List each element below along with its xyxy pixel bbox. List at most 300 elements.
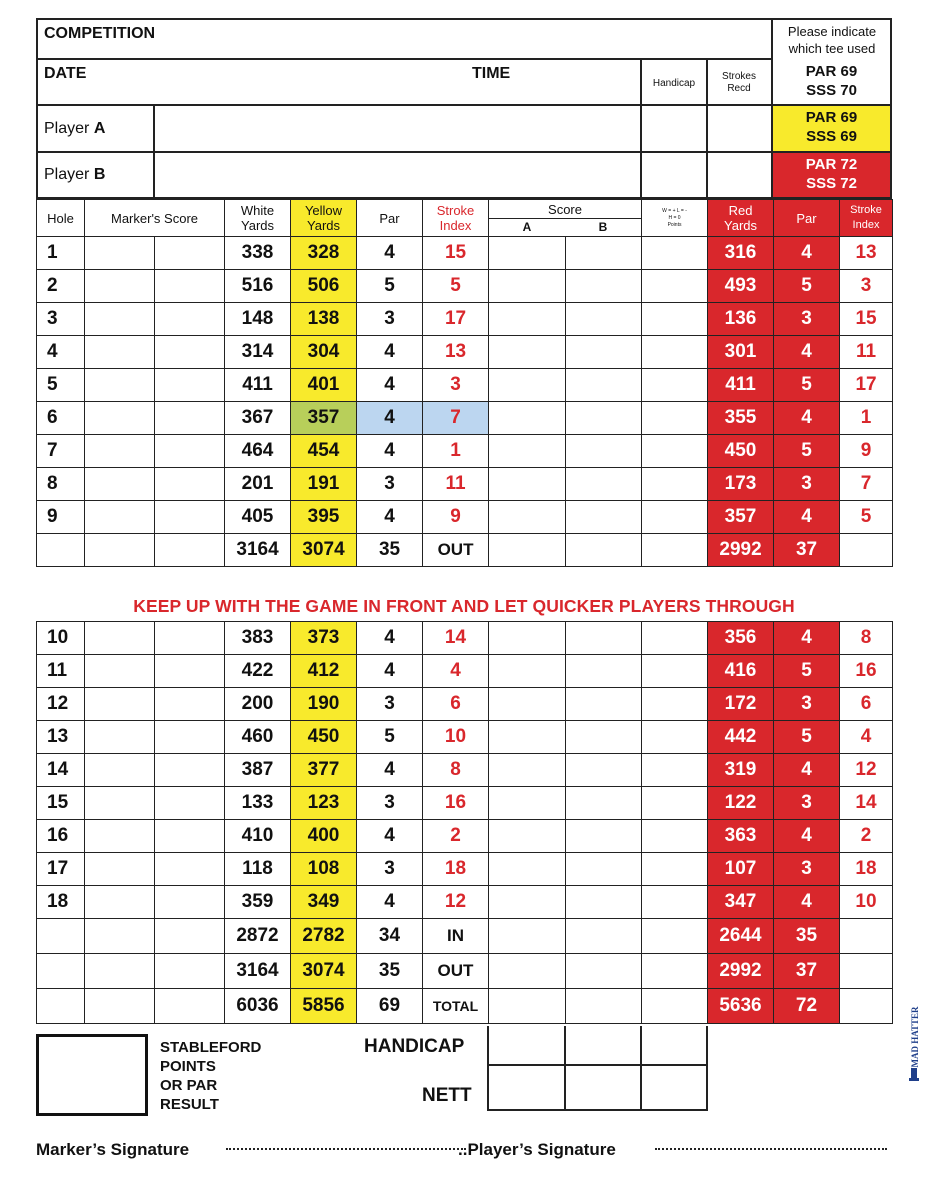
- points-cell[interactable]: [642, 270, 708, 303]
- score-a-cell[interactable]: [489, 303, 566, 336]
- red-yards: 450: [708, 435, 774, 468]
- stroke-index: 1: [423, 435, 489, 468]
- score-a-cell[interactable]: [489, 501, 566, 534]
- score-a-cell[interactable]: [489, 336, 566, 369]
- par: 4: [357, 886, 423, 919]
- yellow-yards: 349: [291, 886, 357, 919]
- score-b-cell[interactable]: [566, 688, 642, 721]
- total-red-par: 35: [774, 919, 840, 954]
- hole-row: [37, 721, 893, 754]
- marker-score-b-cell[interactable]: [155, 820, 225, 853]
- hole-row: [37, 501, 893, 534]
- hole-number: 8: [37, 468, 85, 501]
- score-a-cell[interactable]: [489, 688, 566, 721]
- red-par: 5: [774, 369, 840, 402]
- score-b-cell[interactable]: [566, 886, 642, 919]
- score-a-cell[interactable]: [489, 369, 566, 402]
- points-cell[interactable]: [642, 336, 708, 369]
- marker-score-a-cell[interactable]: [85, 501, 155, 534]
- stroke-index: 7: [423, 402, 489, 435]
- white-yards: 411: [225, 369, 291, 402]
- yellow-yards: 108: [291, 853, 357, 886]
- red-par: 3: [774, 853, 840, 886]
- white-yards: 460: [225, 721, 291, 754]
- out-white-total: 3164: [225, 534, 291, 567]
- marker-score-b-cell[interactable]: [155, 622, 225, 655]
- total-yellow-yards: 2782: [291, 919, 357, 954]
- hole-row: [37, 402, 893, 435]
- yellow-yards: 373: [291, 622, 357, 655]
- white-yards: 200: [225, 688, 291, 721]
- par: 3: [357, 787, 423, 820]
- stroke-index: 9: [423, 501, 489, 534]
- total-row: [37, 919, 893, 954]
- red-par: 5: [774, 655, 840, 688]
- hole-row: [37, 622, 893, 655]
- out-total-row: [37, 534, 893, 567]
- total-score-b-cell[interactable]: [566, 919, 642, 954]
- red-par: 3: [774, 787, 840, 820]
- red-yards: 301: [708, 336, 774, 369]
- red-stroke-index: 10: [840, 886, 893, 919]
- score-b-cell[interactable]: [566, 237, 642, 270]
- red-par: 4: [774, 501, 840, 534]
- score-b-cell[interactable]: [566, 853, 642, 886]
- score-b-cell[interactable]: [566, 369, 642, 402]
- points-cell[interactable]: [642, 655, 708, 688]
- points-cell[interactable]: [642, 402, 708, 435]
- stroke-index: 12: [423, 886, 489, 919]
- score-b-cell[interactable]: [566, 787, 642, 820]
- yellow-tee-box[interactable]: [773, 106, 890, 151]
- red-par: 3: [774, 303, 840, 336]
- stableford-label: STABLEFORD POINTS OR PAR RESULT: [160, 1039, 262, 1113]
- par: 4: [357, 402, 423, 435]
- total-marker-b-cell[interactable]: [155, 919, 225, 954]
- red-yards: 442: [708, 721, 774, 754]
- points-cell[interactable]: [642, 787, 708, 820]
- nett-b-field[interactable]: [566, 1066, 706, 1110]
- score-a-cell[interactable]: [489, 754, 566, 787]
- total-yellow-yards: 5856: [291, 989, 357, 1024]
- points-cell[interactable]: [642, 435, 708, 468]
- points-cell[interactable]: [642, 501, 708, 534]
- score-a-cell[interactable]: [489, 402, 566, 435]
- marker-score-b-cell[interactable]: [155, 270, 225, 303]
- stroke-index: 11: [423, 468, 489, 501]
- out-par-total: 35: [357, 534, 423, 567]
- total-marker-b-cell[interactable]: [155, 989, 225, 1024]
- yellow-par: PAR 69: [805, 109, 858, 126]
- red-par: 5: [774, 721, 840, 754]
- marker-score-a-cell[interactable]: [85, 886, 155, 919]
- red-stroke-index: 14: [840, 787, 893, 820]
- score-b-label: B: [598, 219, 608, 234]
- white-yards: 133: [225, 787, 291, 820]
- points-cell[interactable]: [642, 622, 708, 655]
- total-points-cell[interactable]: [642, 919, 708, 954]
- yellow-yards: 190: [291, 688, 357, 721]
- score-a-cell[interactable]: [489, 886, 566, 919]
- score-b-cell[interactable]: [566, 303, 642, 336]
- time-label: TIME: [472, 65, 511, 82]
- total-row: [37, 989, 893, 1024]
- hole-number: 12: [37, 688, 85, 721]
- marker-score-a-cell[interactable]: [85, 402, 155, 435]
- marker-signature-line[interactable]: [226, 1148, 466, 1150]
- out-yellow-total: 3074: [291, 534, 357, 567]
- yellow-yards: 377: [291, 754, 357, 787]
- hole-number: 5: [37, 369, 85, 402]
- total-par: 34: [357, 919, 423, 954]
- marker-score-a-cell[interactable]: [85, 237, 155, 270]
- player-a-name-field[interactable]: [156, 107, 639, 150]
- white-yards: 422: [225, 655, 291, 688]
- white-yards: 383: [225, 622, 291, 655]
- white-yards: 387: [225, 754, 291, 787]
- hole-header: Hole: [37, 200, 85, 237]
- stroke-index: 17: [423, 303, 489, 336]
- handicap-b-field[interactable]: [566, 1027, 706, 1065]
- score-a-cell[interactable]: [489, 468, 566, 501]
- marker-score-b-cell[interactable]: [155, 721, 225, 754]
- points-cell[interactable]: [642, 468, 708, 501]
- marker-score-a-cell[interactable]: [85, 336, 155, 369]
- marker-score-b-cell[interactable]: [155, 886, 225, 919]
- hole-row: [37, 369, 893, 402]
- hole-row: [37, 336, 893, 369]
- marker-score-b-cell[interactable]: [155, 369, 225, 402]
- marker-score-b-cell[interactable]: [155, 853, 225, 886]
- red-stroke-index: 11: [840, 336, 893, 369]
- hole-number: 3: [37, 303, 85, 336]
- red-yards: 416: [708, 655, 774, 688]
- points-cell[interactable]: [642, 886, 708, 919]
- hole-number: 15: [37, 787, 85, 820]
- red-yards: 172: [708, 688, 774, 721]
- marker-score-a-cell[interactable]: [85, 655, 155, 688]
- marker-score-b-cell[interactable]: [155, 787, 225, 820]
- total-score-a-cell[interactable]: [489, 919, 566, 954]
- yellow-yards: 400: [291, 820, 357, 853]
- stroke-index: 16: [423, 787, 489, 820]
- total-white-yards: 2872: [225, 919, 291, 954]
- red-yards-header: Red Yards: [708, 200, 774, 237]
- points-cell[interactable]: [642, 853, 708, 886]
- total-marker-b-cell[interactable]: [155, 954, 225, 989]
- total-marker-a-cell[interactable]: [85, 989, 155, 1024]
- marker-score-b-cell[interactable]: [155, 303, 225, 336]
- total-score-b-cell[interactable]: [566, 989, 642, 1024]
- marker-score-a-cell[interactable]: [85, 688, 155, 721]
- red-par: 4: [774, 336, 840, 369]
- hole-row: [37, 303, 893, 336]
- nett-label: NETT: [422, 1085, 472, 1106]
- brand-text: MAD HATTER: [910, 1006, 920, 1068]
- yellow-sss: SSS 69: [806, 128, 857, 145]
- par: 4: [357, 369, 423, 402]
- score-a-label: A: [522, 219, 532, 234]
- score-a-cell[interactable]: [489, 237, 566, 270]
- red-stroke-index: 13: [840, 237, 893, 270]
- marker-score-b-cell[interactable]: [155, 402, 225, 435]
- total-score-b-cell[interactable]: [566, 954, 642, 989]
- score-b-cell[interactable]: [566, 622, 642, 655]
- stroke-index: 8: [423, 754, 489, 787]
- total-red-yards: 5636: [708, 989, 774, 1024]
- red-stroke-index: 4: [840, 721, 893, 754]
- score-b-cell[interactable]: [566, 820, 642, 853]
- yellow-yards: 450: [291, 721, 357, 754]
- stroke-index: 14: [423, 622, 489, 655]
- player-signature-label: ..Player’s Signature: [458, 1140, 616, 1159]
- hole-row: [37, 787, 893, 820]
- stroke-index: 3: [423, 369, 489, 402]
- white-par: PAR 69: [805, 63, 858, 80]
- red-par: 4: [774, 402, 840, 435]
- yellow-yards: 454: [291, 435, 357, 468]
- stroke-index: 13: [423, 336, 489, 369]
- marker-score-b-cell[interactable]: [155, 655, 225, 688]
- score-a-cell[interactable]: [489, 820, 566, 853]
- par-header: Par: [357, 200, 423, 237]
- white-yards: 516: [225, 270, 291, 303]
- out-label: OUT: [423, 534, 489, 567]
- red-stroke-index: 1: [840, 402, 893, 435]
- white-yards: 201: [225, 468, 291, 501]
- hole-row: [37, 655, 893, 688]
- total-par: 35: [357, 954, 423, 989]
- par: 5: [357, 721, 423, 754]
- marker-signature-label: Marker’s Signature: [36, 1140, 190, 1159]
- total-white-yards: 6036: [225, 989, 291, 1024]
- marker-score-a-cell[interactable]: [85, 270, 155, 303]
- stroke-index: 2: [423, 820, 489, 853]
- stroke-index: 18: [423, 853, 489, 886]
- red-stroke-index: 3: [840, 270, 893, 303]
- score-b-cell[interactable]: [566, 336, 642, 369]
- par: 5: [357, 270, 423, 303]
- red-yards: 316: [708, 237, 774, 270]
- score-b-cell[interactable]: [566, 655, 642, 688]
- total-label: IN: [423, 919, 489, 954]
- score-b-cell[interactable]: [566, 501, 642, 534]
- hole-number: 2: [37, 270, 85, 303]
- white-tee-box[interactable]: [773, 62, 890, 104]
- score-b-cell[interactable]: [566, 270, 642, 303]
- marker-score-a-cell[interactable]: [85, 622, 155, 655]
- red-yards: 319: [708, 754, 774, 787]
- marker-score-b-cell[interactable]: [155, 237, 225, 270]
- red-par: PAR 72: [805, 156, 858, 173]
- player-a-label: Player A: [44, 120, 106, 137]
- score-a-cell[interactable]: [489, 435, 566, 468]
- stroke-index: 6: [423, 688, 489, 721]
- points-cell[interactable]: [642, 369, 708, 402]
- par: 3: [357, 688, 423, 721]
- marker-score-a-cell[interactable]: [85, 787, 155, 820]
- handicap-header: Handicap: [652, 78, 696, 89]
- hole-row: [37, 435, 893, 468]
- score-a-cell[interactable]: [489, 787, 566, 820]
- out-red-total: 2992: [708, 534, 774, 567]
- strokes-recd-header: Strokes Recd: [722, 71, 756, 94]
- marker-score-header: Marker's Score: [85, 200, 225, 237]
- white-yards: 314: [225, 336, 291, 369]
- hole-number: 17: [37, 853, 85, 886]
- total-marker-a-cell[interactable]: [85, 954, 155, 989]
- stroke-index: 15: [423, 237, 489, 270]
- yellow-yards: 412: [291, 655, 357, 688]
- red-yards: 136: [708, 303, 774, 336]
- red-par: 5: [774, 435, 840, 468]
- points-cell[interactable]: [642, 237, 708, 270]
- score-b-cell[interactable]: [566, 435, 642, 468]
- total-points-cell[interactable]: [642, 989, 708, 1024]
- hole-number: 14: [37, 754, 85, 787]
- hole-row: [37, 886, 893, 919]
- red-stroke-index: 2: [840, 820, 893, 853]
- white-yards: 338: [225, 237, 291, 270]
- score-b-cell[interactable]: [566, 402, 642, 435]
- red-tee-box[interactable]: [773, 153, 890, 197]
- stroke-index-header: Stroke Index: [423, 200, 489, 237]
- white-yards: 118: [225, 853, 291, 886]
- total-points-cell[interactable]: [642, 954, 708, 989]
- stroke-index: 10: [423, 721, 489, 754]
- marker-score-a-cell[interactable]: [85, 435, 155, 468]
- hole-row: [37, 270, 893, 303]
- points-cell[interactable]: [642, 754, 708, 787]
- marker-score-a-cell[interactable]: [85, 820, 155, 853]
- red-par: 4: [774, 886, 840, 919]
- red-yards: 355: [708, 402, 774, 435]
- points-cell[interactable]: [642, 721, 708, 754]
- marker-score-a-cell[interactable]: [85, 369, 155, 402]
- player-signature-line[interactable]: [655, 1148, 887, 1150]
- score-a-cell[interactable]: [489, 853, 566, 886]
- marker-score-b-cell[interactable]: [155, 688, 225, 721]
- total-marker-a-cell[interactable]: [85, 919, 155, 954]
- white-yards: 359: [225, 886, 291, 919]
- hole-number: 11: [37, 655, 85, 688]
- score-b-cell[interactable]: [566, 754, 642, 787]
- out-red-par-total: 37: [774, 534, 840, 567]
- score-a-cell[interactable]: [489, 721, 566, 754]
- marker-score-a-cell[interactable]: [85, 721, 155, 754]
- yellow-yards-header: Yellow Yards: [291, 200, 357, 237]
- yellow-yards: 123: [291, 787, 357, 820]
- total-score-a-cell[interactable]: [489, 989, 566, 1024]
- marker-score-b-cell[interactable]: [155, 754, 225, 787]
- score-label: Score: [489, 201, 641, 219]
- marker-score-b-cell[interactable]: [155, 468, 225, 501]
- hole-number: 16: [37, 820, 85, 853]
- white-yards: 405: [225, 501, 291, 534]
- mad-hatter-logo: [905, 996, 923, 1086]
- marker-score-a-cell[interactable]: [85, 303, 155, 336]
- marker-score-b-cell[interactable]: [155, 435, 225, 468]
- red-yards: 173: [708, 468, 774, 501]
- hole-number: 1: [37, 237, 85, 270]
- white-yards-header: White Yards: [225, 200, 291, 237]
- score-a-cell[interactable]: [489, 622, 566, 655]
- red-par: 3: [774, 468, 840, 501]
- red-yards: 122: [708, 787, 774, 820]
- par: 3: [357, 853, 423, 886]
- score-a-cell[interactable]: [489, 270, 566, 303]
- total-yellow-yards: 3074: [291, 954, 357, 989]
- score-b-cell[interactable]: [566, 721, 642, 754]
- score-header: [489, 200, 642, 237]
- total-white-yards: 3164: [225, 954, 291, 989]
- player-b-letter: B: [93, 166, 106, 183]
- red-stroke-index: 7: [840, 468, 893, 501]
- red-stroke-index: 17: [840, 369, 893, 402]
- total-par: 69: [357, 989, 423, 1024]
- player-b-name-field[interactable]: [156, 154, 639, 197]
- stroke-index: 5: [423, 270, 489, 303]
- total-score-a-cell[interactable]: [489, 954, 566, 989]
- red-stroke-index: 6: [840, 688, 893, 721]
- par: 4: [357, 435, 423, 468]
- red-par: 4: [774, 622, 840, 655]
- hole-row: [37, 688, 893, 721]
- nett-a-field[interactable]: [489, 1066, 565, 1110]
- handicap-a-field[interactable]: [489, 1027, 565, 1065]
- front-nine-table: [36, 199, 893, 567]
- marker-score-b-cell[interactable]: [155, 336, 225, 369]
- marker-score-b-cell[interactable]: [155, 501, 225, 534]
- yellow-yards: 304: [291, 336, 357, 369]
- score-b-cell[interactable]: [566, 468, 642, 501]
- red-stroke-index: 15: [840, 303, 893, 336]
- par: 4: [357, 237, 423, 270]
- points-cell[interactable]: [642, 820, 708, 853]
- total-red-par: 72: [774, 989, 840, 1024]
- total-label: TOTAL: [423, 989, 489, 1024]
- hole-number: 7: [37, 435, 85, 468]
- date-label: DATE: [44, 65, 87, 82]
- score-a-cell[interactable]: [489, 655, 566, 688]
- red-sss: SSS 72: [806, 175, 857, 192]
- red-yards: 357: [708, 501, 774, 534]
- white-yards: 410: [225, 820, 291, 853]
- marker-score-a-cell[interactable]: [85, 468, 155, 501]
- yellow-yards: 395: [291, 501, 357, 534]
- yellow-yards: 357: [291, 402, 357, 435]
- total-red-par: 37: [774, 954, 840, 989]
- white-yards: 464: [225, 435, 291, 468]
- red-yards: 107: [708, 853, 774, 886]
- red-yards: 347: [708, 886, 774, 919]
- marker-score-a-cell[interactable]: [85, 754, 155, 787]
- points-cell[interactable]: [642, 688, 708, 721]
- white-sss: SSS 70: [806, 82, 857, 99]
- red-yards: 356: [708, 622, 774, 655]
- red-stroke-index: 8: [840, 622, 893, 655]
- stableford-result-box[interactable]: [36, 1034, 148, 1116]
- tee-note: Please indicate which tee used: [787, 24, 877, 56]
- competition-label: COMPETITION: [44, 25, 156, 42]
- par: 3: [357, 468, 423, 501]
- marker-score-a-cell[interactable]: [85, 853, 155, 886]
- total-red-yards: 2644: [708, 919, 774, 954]
- red-par: 4: [774, 237, 840, 270]
- par: 4: [357, 820, 423, 853]
- player-a-letter: A: [93, 120, 106, 137]
- points-cell[interactable]: [642, 303, 708, 336]
